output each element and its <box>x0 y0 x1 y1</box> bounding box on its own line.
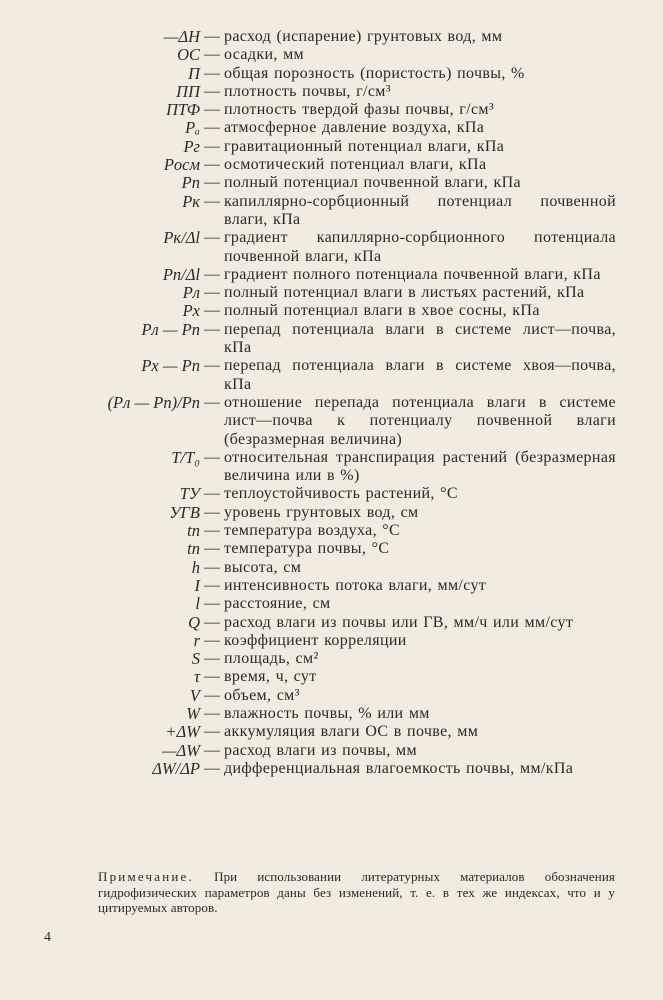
list-item <box>0 760 663 778</box>
entry-dash: — <box>204 540 220 558</box>
list-item <box>0 174 663 192</box>
entry-dash: — <box>204 82 220 100</box>
entry-symbol: S <box>191 649 200 669</box>
entry-symbol: τ <box>194 667 200 687</box>
entry-symbol: h <box>191 557 200 577</box>
entry-symbol: Pл — Pп <box>141 319 200 339</box>
entry-definition: осадки, мм <box>224 46 305 64</box>
entry-symbol: ТУ <box>179 484 200 504</box>
list-item <box>0 614 663 632</box>
entry-definition: площадь, см² <box>224 650 319 668</box>
list-item <box>0 687 663 705</box>
entry-definition: общая порозность (пористость) почвы, % <box>224 64 525 82</box>
list-item <box>0 540 663 558</box>
entry-dash: — <box>204 759 220 777</box>
entry-definition: плотность твердой фазы почвы, г/см³ <box>224 101 495 119</box>
entry-symbol: Pх — Pп <box>141 356 200 376</box>
list-item <box>0 577 663 595</box>
entry-dash: — <box>204 576 220 594</box>
entry-definition: полный потенциал почвенной влаги, кПа <box>224 174 521 192</box>
entry-definition: осмотический потенциал влаги, кПа <box>224 156 487 174</box>
footnote-heading: Примечание. <box>98 869 194 884</box>
list-item <box>0 485 663 503</box>
list-item <box>0 357 663 394</box>
list-item <box>0 284 663 302</box>
entry-definition: полный потенциал влаги в листьях растений, кПа <box>224 284 585 302</box>
entry-dash: — <box>204 320 220 338</box>
entry-symbol: Pх <box>182 301 200 321</box>
entry-symbol: ПП <box>176 81 200 101</box>
entry-definition: относительная транспирация растений (безразмерная величина или в %) <box>224 448 616 485</box>
entry-symbol: Pₐ <box>185 118 200 138</box>
entry-symbol: T/T₀ <box>171 447 200 467</box>
entry-definition: интенсивность потока влаги, мм/сут <box>224 576 487 594</box>
list-item <box>0 632 663 650</box>
entry-dash: — <box>204 595 220 613</box>
entry-dash: — <box>204 28 220 45</box>
entry-dash: — <box>204 668 220 686</box>
list-item <box>0 156 663 174</box>
entry-dash: — <box>204 284 220 302</box>
entry-dash: — <box>204 64 220 82</box>
entry-symbol: Pл <box>182 283 200 303</box>
entry-symbol: Pг <box>183 136 200 156</box>
entry-symbol: Pк/Δl <box>163 228 200 248</box>
entry-definition: коэффициент корреляции <box>224 631 407 649</box>
entry-definition: капиллярно-сорбционный потенциал почвенной влаги, кПа <box>224 192 616 228</box>
entry-definition: объем, см³ <box>224 686 300 704</box>
list-item <box>0 449 663 486</box>
entry-definition: дифференциальная влагоемкость почвы, мм/кПа <box>224 759 574 777</box>
entry-dash: — <box>204 302 220 320</box>
entry-symbol: r <box>193 630 200 650</box>
list-item <box>0 394 663 449</box>
entry-symbol: V <box>189 685 200 705</box>
entry-dash: — <box>204 192 220 210</box>
entry-definition: расход влаги из почвы или ГВ, мм/ч или мм/сут <box>224 613 574 631</box>
entry-definition: температура воздуха, °С <box>224 522 401 540</box>
entry-definition: перепад потенциала влаги в системе хвоя—почва, кПа <box>224 357 616 393</box>
entry-dash: — <box>204 613 220 631</box>
entry-definition: уровень грунтовых вод, см <box>224 503 419 521</box>
list-item <box>0 193 663 230</box>
entry-symbol: —ΔH <box>163 27 200 46</box>
entry-definition: теплоустойчивость растений, °С <box>224 485 458 503</box>
entry-dash: — <box>204 265 220 283</box>
entry-symbol: Pк <box>182 191 200 211</box>
entry-dash: — <box>204 229 220 247</box>
entry-symbol: (Pл — Pп)/Pп <box>107 392 200 412</box>
entry-dash: — <box>204 686 220 704</box>
list-item <box>0 65 663 83</box>
list-item <box>0 650 663 668</box>
list-item <box>0 229 663 266</box>
entry-dash: — <box>204 46 220 64</box>
entry-definition: перепад потенциала влаги в системе лист—почва, кПа <box>224 320 616 357</box>
footnote <box>98 869 615 916</box>
entry-dash: — <box>204 631 220 649</box>
entry-dash: — <box>204 741 220 759</box>
entry-definition: температура почвы, °С <box>224 540 390 558</box>
footnote-text: При использовании литературных материалов обозначения гидрофизических параметров даны без изменений, т. е. в тех же индексах, что и у цитируемых авторов. <box>98 869 615 915</box>
entry-dash: — <box>204 448 220 466</box>
entry-symbol: УГВ <box>169 502 200 522</box>
list-item <box>0 668 663 686</box>
entry-dash: — <box>204 503 220 521</box>
entry-symbol: ΔW/ΔP <box>152 758 200 778</box>
entry-symbol: W <box>186 703 200 723</box>
entry-dash: — <box>204 137 220 155</box>
list-item <box>0 46 663 64</box>
entry-dash: — <box>204 723 220 741</box>
list-item <box>0 302 663 320</box>
list-item <box>0 705 663 723</box>
entry-symbol: Q <box>188 612 200 632</box>
list-item <box>0 101 663 119</box>
entry-definition: отношение перепада потенциала влаги в системе лист—почва к потенциалу почвенной влаги (безразмерная величина) <box>224 393 616 448</box>
entry-symbol: I <box>194 575 200 595</box>
entry-definition: время, ч, сут <box>224 668 317 686</box>
entry-symbol: Pосм <box>163 155 200 175</box>
list-item <box>0 742 663 760</box>
entry-definition: влажность почвы, % или мм <box>224 704 430 722</box>
entry-dash: — <box>204 119 220 137</box>
entry-dash: — <box>204 174 220 192</box>
entry-dash: — <box>204 485 220 503</box>
entry-symbol: Pп <box>181 173 200 193</box>
entry-symbol: —ΔW <box>161 740 200 760</box>
entry-definition: градиент полного потенциала почвенной влаги, кПа <box>224 265 601 283</box>
list-item <box>0 595 663 613</box>
entry-symbol: П <box>188 63 200 83</box>
entry-symbol: ОС <box>177 45 200 65</box>
list-item <box>0 83 663 101</box>
entry-symbol: +ΔW <box>165 722 200 742</box>
entry-definition: гравитационный потенциал влаги, кПа <box>224 137 505 155</box>
entry-definition: атмосферное давление воздуха, кПа <box>224 119 485 137</box>
entry-dash: — <box>204 156 220 174</box>
entry-symbol: l <box>195 594 200 614</box>
list-item <box>0 321 663 358</box>
entry-definition: расход влаги из почвы, мм <box>224 741 417 759</box>
entry-symbol: ПТФ <box>166 100 200 120</box>
entry-dash: — <box>204 393 220 411</box>
list-item <box>0 28 663 46</box>
page-number: 4 <box>44 930 51 945</box>
entry-definition: расстояние, см <box>224 595 331 613</box>
entry-dash: — <box>204 650 220 668</box>
entry-definition: расход (испарение) грунтовых вод, мм <box>224 28 503 45</box>
entry-definition: аккумуляция влаги ОС в почве, мм <box>224 723 479 741</box>
entry-dash: — <box>204 704 220 722</box>
list-item <box>0 723 663 741</box>
list-item <box>0 138 663 156</box>
entry-dash: — <box>204 522 220 540</box>
entry-symbol: tп <box>187 539 200 559</box>
entry-definition: плотность почвы, г/см³ <box>224 82 391 100</box>
list-item <box>0 119 663 137</box>
list-item <box>0 559 663 577</box>
entry-dash: — <box>204 558 220 576</box>
entry-dash: — <box>204 101 220 119</box>
entry-symbol: tп <box>187 521 200 541</box>
entry-definition: градиент капиллярно-сорбционного потенциала почвенной влаги, кПа <box>224 229 616 265</box>
entry-symbol: Pп/Δl <box>162 264 200 284</box>
entry-dash: — <box>204 357 220 375</box>
list-item <box>0 522 663 540</box>
list-item <box>0 266 663 284</box>
entry-definition: полный потенциал влаги в хвое сосны, кПа <box>224 302 540 320</box>
entry-definition: высота, см <box>224 558 302 576</box>
list-item <box>0 504 663 522</box>
symbol-list <box>0 28 663 778</box>
